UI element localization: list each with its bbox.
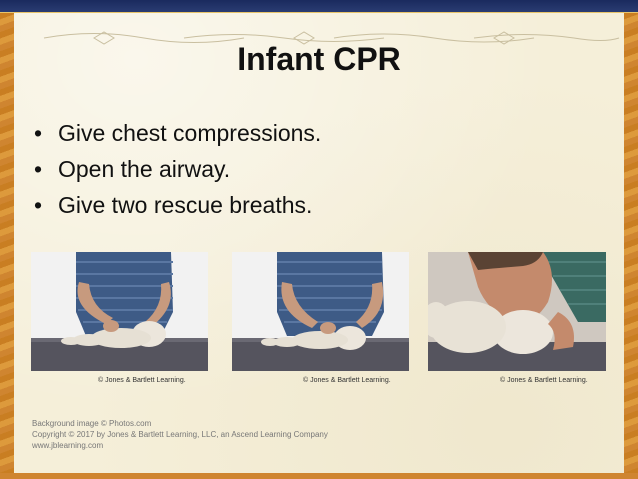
photo-chest-compressions <box>31 252 208 371</box>
copyright-footer <box>32 418 328 451</box>
footer-line: Background image © Photos.com <box>32 419 152 428</box>
bullet-icon: • <box>34 120 43 146</box>
footer-line: Copyright © 2017 by Jones & Bartlett Learning, LLC, an Ascend Learning Company <box>32 430 328 439</box>
slide-title: Infant CPR <box>237 41 401 77</box>
bullet-item <box>34 187 321 223</box>
border-right <box>624 13 638 479</box>
bullet-text: Open the airway. <box>58 156 231 182</box>
bullet-text: Give two rescue breaths. <box>58 192 313 218</box>
bullet-icon: • <box>34 156 43 182</box>
photo-credit: © Jones & Bartlett Learning. <box>303 377 391 384</box>
photo-credit: © Jones & Bartlett Learning. <box>98 377 186 384</box>
footer-line: www.jblearning.com <box>32 441 104 450</box>
bullet-icon: • <box>34 192 43 218</box>
bullet-item <box>34 115 321 151</box>
top-band <box>0 0 638 13</box>
slide-panel <box>14 13 624 473</box>
border-left <box>0 13 14 479</box>
border-bottom <box>0 473 638 479</box>
photo-rescue-breaths <box>428 252 606 371</box>
bullet-text: Give chest compressions. <box>58 120 322 146</box>
photo-credit: © Jones & Bartlett Learning. <box>500 377 588 384</box>
bullet-item <box>34 151 321 187</box>
bullet-list <box>34 115 321 223</box>
photo-open-airway <box>232 252 409 371</box>
